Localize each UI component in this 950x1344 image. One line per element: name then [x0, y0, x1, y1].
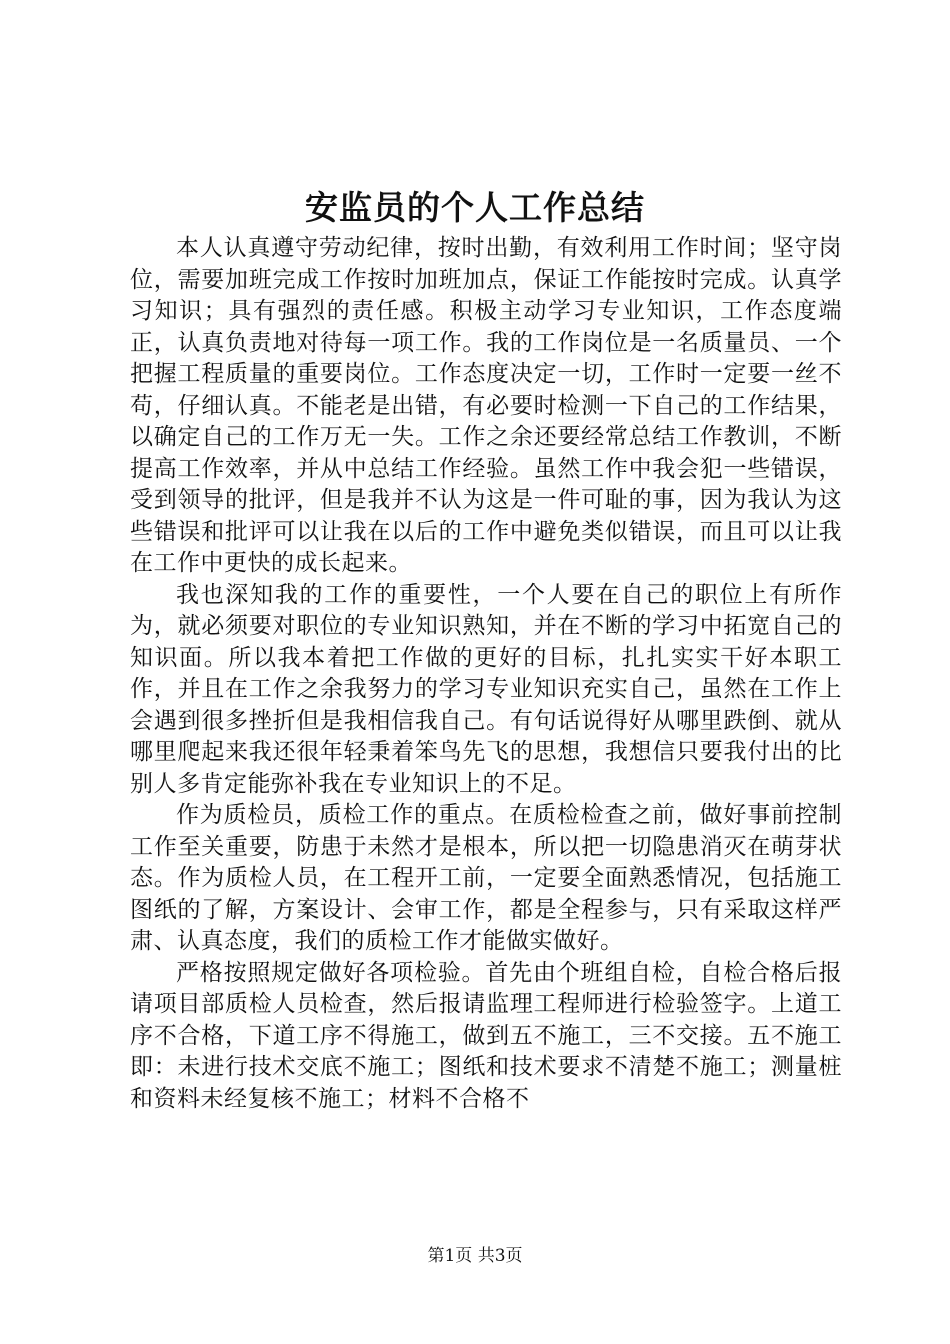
- paragraph: 作为质检员，质检工作的重点。在质检检查之前，做好事前控制工作至关重要，防患于未然才是根本，所以把一切隐患消灭在萌芽状态。作为质检人员，在工程开工前，一定要全面熟悉情况，包括施工图纸的了解，方案设计、会审工作，都是全程参与，只有采取这样严肃、认真态度，我们的质检工作才能做实做好。: [130, 802, 842, 954]
- page-number-footer: 第1页 共3页: [427, 1246, 523, 1266]
- paragraph: 我也深知我的工作的重要性，一个人要在自己的职位上有所作为，就必须要对职位的专业知识熟知，并在不断的学习中拓宽自己的知识面。所以我本着把工作做的更好的目标，扎扎实实干好本职工作，并且在工作之余我努力的学习专业知识充实自己，虽然在工作上会遇到很多挫折但是我相信我自己。有句话说得好从哪里跌倒、就从哪里爬起来我还很年轻秉着笨鸟先飞的思想，我想信只要我付出的比别人多肯定能弥补我在专业知识上的不足。: [130, 581, 842, 797]
- document-title: 安监员的个人工作总结: [305, 188, 645, 227]
- paragraph: 本人认真遵守劳动纪律，按时出勤，有效利用工作时间；坚守岗位，需要加班完成工作按时加班加点，保证工作能按时完成。认真学习知识；具有强烈的责任感。积极主动学习专业知识，工作态度端正，认真负责地对待每一项工作。我的工作岗位是一名质量员、一个把握工程质量的重要岗位。工作态度决定一切，工作时一定要一丝不苟，仔细认真。不能老是出错，有必要时检测一下自己的工作结果，以确定自己的工作万无一失。工作之余还要经常总结工作教训，不断提高工作效率，并从中总结工作经验。虽然工作中我会犯一些错误，受到领导的批评，但是我并不认为这是一件可耻的事，因为我认为这些错误和批评可以让我在以后的工作中避免类似错误，而且可以让我在工作中更快的成长起来。: [130, 235, 842, 576]
- paragraph: 严格按照规定做好各项检验。首先由个班组自检，自检合格后报请项目部质检人员检查，然后报请监理工程师进行检验签字。上道工序不合格，下道工序不得施工，做到五不施工，三不交接。五不施工即：未进行技术交底不施工；图纸和技术要求不清楚不施工；测量桩和资料未经复核不施工；材料不合格不: [130, 959, 842, 1112]
- document-body: [130, 233, 842, 1115]
